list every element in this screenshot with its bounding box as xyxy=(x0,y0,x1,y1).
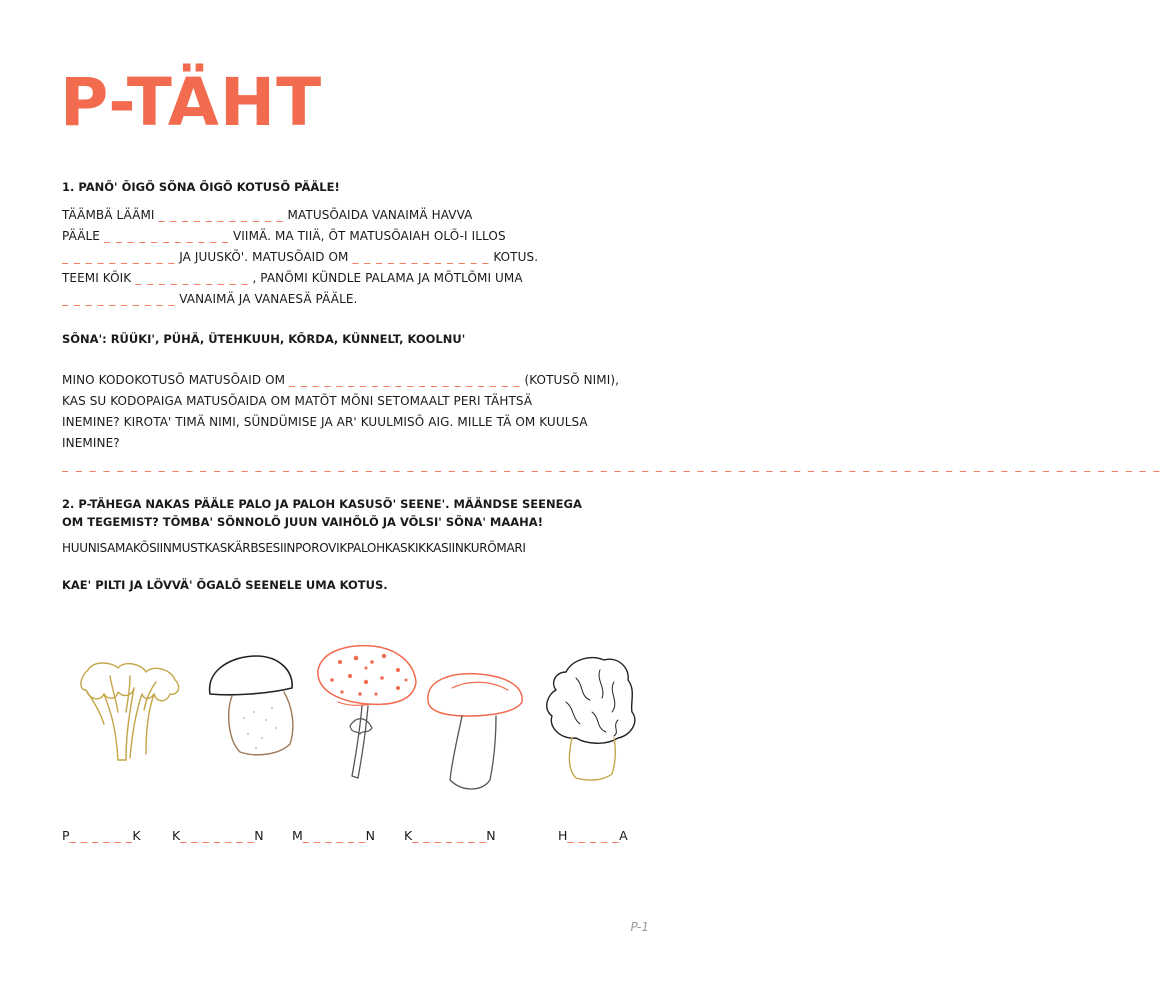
para-line-4: INEMINE? xyxy=(62,436,120,450)
para-line-3: INEMINE? KIROTA' TIMÄ NIMI, SÜNDÜMISE JA AR' KUULMISÕ AIG. MILLE TÄ OM KUULSA xyxy=(62,415,588,429)
answer-last-letter: N xyxy=(486,828,496,843)
line-text: MATUSÕAIDA VANAIMÄ HAVVA xyxy=(283,208,473,222)
fill-blank[interactable]: _ _ _ _ _ _ _ _ _ _ _ _ _ _ _ _ _ _ _ _ xyxy=(289,373,521,387)
answer-blank[interactable]: _ _ _ _ _ _ xyxy=(302,828,366,843)
line-text: TEEMI KÕIK xyxy=(62,271,136,285)
answer-russula xyxy=(404,828,496,843)
answer-last-letter: N xyxy=(365,828,376,843)
morel-icon xyxy=(547,658,635,780)
answer-blank[interactable]: _ _ _ _ _ _ _ xyxy=(412,828,487,843)
page-number: P-1 xyxy=(630,920,649,934)
line-text: KOTUS. xyxy=(489,250,539,264)
answer-last-letter: A xyxy=(619,828,628,843)
answer-morel xyxy=(558,828,628,843)
fill-blank[interactable]: _ _ _ _ _ _ _ _ _ _ _ xyxy=(103,229,230,243)
word-bank: SÕNA': RÜÜKI', PÜHÄ, ÜTEHKUUH, KÕRDA, KÜNNELT, KOOLNU' xyxy=(62,332,466,346)
answer-blank[interactable]: _ _ _ _ _ _ _ xyxy=(180,828,255,843)
task2-heading-2: OM TEGEMIST? TÕMBA' SÕNNOLÕ JUUN VAIHÕLÕ JA VÕLSI' SÕNA' MAAHA! xyxy=(62,515,543,529)
fill-blank[interactable]: _ _ _ _ _ _ _ _ _ _ xyxy=(135,271,249,285)
answer-dash-line[interactable]: _ _ _ _ _ _ _ _ _ _ _ _ _ _ _ _ _ _ _ _ _ _ _ _ _ _ _ _ _ _ _ _ _ _ _ _ _ _ _ _ _ _ _ _ _ _ _ _ _ _ _ _ _ _ _ _ _ _ _ _ _ _ _ _ _ _ _ _ _ _ _ _ _ _ _ _ _ _ _ _ xyxy=(62,458,1161,472)
task1-heading: 1. PANÕ' ÕIGÕ SÕNA ÕIGÕ KOTUSÕ PÄÄLE! xyxy=(62,180,340,194)
fly-agaric-icon xyxy=(318,646,416,778)
answer-first-letter: M xyxy=(292,828,303,843)
answer-last-letter: N xyxy=(254,828,264,843)
page-title: P-TÄHT xyxy=(60,64,323,141)
chanterelle-icon xyxy=(81,663,179,760)
para-line-2: KAS SU KODOPAIGA MATUSÕAIDA OM MATÕT MÕNI SETOMAALT PERI TÄHTSÄ xyxy=(62,394,533,408)
word-puzzle[interactable]: HUUNISAMAKÕSIINMUSTKASKÄRBSESIINPOROVIKPALOHKASKIKKASIINKURÕMARI xyxy=(62,541,526,555)
russula-icon xyxy=(428,674,522,789)
answer-chanterelle xyxy=(62,828,141,843)
line-text: , PANÕMI KÜNDLE PALAMA JA MÕTLÕMI UMA xyxy=(248,271,523,285)
answer-first-letter: H xyxy=(558,828,568,843)
line-text: (KOTUSÕ NIMI), xyxy=(520,373,620,387)
answer-first-letter: K xyxy=(172,828,181,843)
line-text: PÄÄLE xyxy=(62,229,104,243)
line-text: TÄÄMBÄ LÄÄMI xyxy=(62,208,159,222)
fill-blank[interactable]: _ _ _ _ _ _ _ _ _ _ xyxy=(62,250,176,264)
fill-blank[interactable]: _ _ _ _ _ _ _ _ _ _ xyxy=(62,292,176,306)
line-text: VIIMÄ. MA TIIÄ, ÕT MATUSÕAIAH OLÕ-I ILLOS xyxy=(229,229,506,243)
fill-blank[interactable]: _ _ _ _ _ _ _ _ _ _ _ _ xyxy=(352,250,490,264)
porcini-icon xyxy=(210,656,293,755)
answer-last-letter: K xyxy=(132,828,141,843)
answer-porcini xyxy=(172,828,264,843)
line-text: VANAIMÄ JA VANAESÄ PÄÄLE. xyxy=(175,292,358,306)
line-text: MINO KODOKOTUSÕ MATUSÕAID OM xyxy=(62,373,290,387)
answer-first-letter: P xyxy=(62,828,70,843)
task2-instruction: KAE' PILTI JA LÖVVÄ' ÕGALÕ SEENELE UMA KOTUS. xyxy=(62,578,388,592)
line-text: JA JUUSKÕ'. MATUSÕAID OM xyxy=(175,250,353,264)
answer-first-letter: K xyxy=(404,828,413,843)
answer-fly-agaric xyxy=(292,828,375,843)
answer-blank[interactable]: _ _ _ _ _ xyxy=(567,828,620,843)
task2-heading-1: 2. P-TÄHEGA NAKAS PÄÄLE PALO JA PALOH KASUSÕ' SEENE'. MÄÄNDSE SEENEGA xyxy=(62,497,582,511)
answer-blank[interactable]: _ _ _ _ _ _ xyxy=(69,828,133,843)
fill-blank[interactable]: _ _ _ _ _ _ _ _ _ _ _ xyxy=(158,208,284,222)
